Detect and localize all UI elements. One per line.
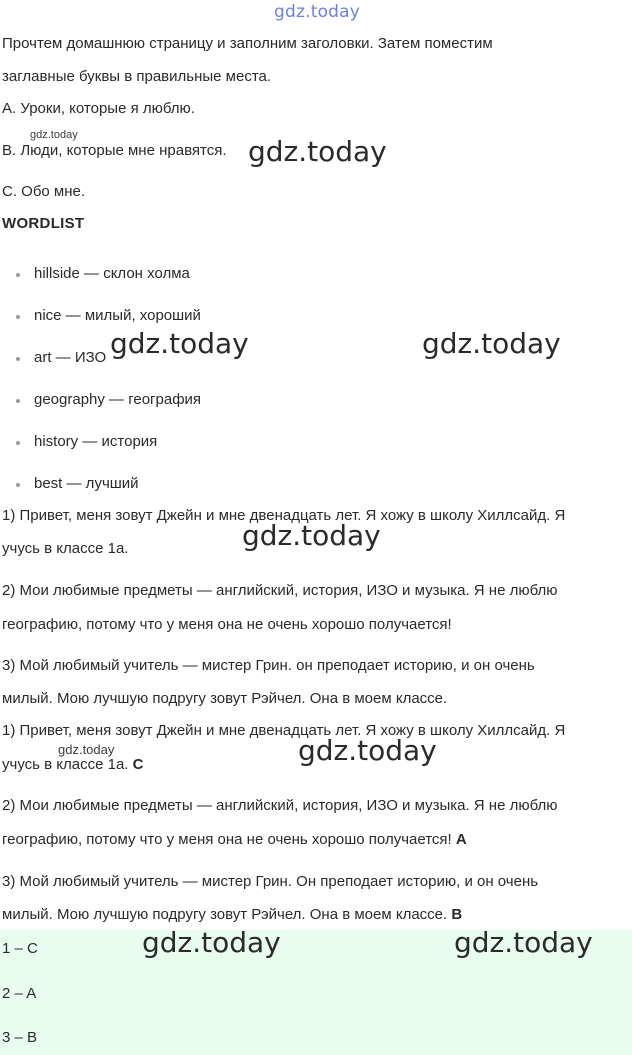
answered-paragraph-2-text: географию, потому что у меня она не очень хорошо получается! [2,831,452,848]
answer-1: 1 – C [2,940,38,957]
bullet-icon [16,441,20,445]
watermark-big-7: gdz.today [454,926,593,959]
answer-3: 3 – B [2,1029,38,1046]
answered-paragraph-2-line-1: 2) Мои любимые предметы — английский, история, ИЗО и музыка. Я не люблю [2,797,558,814]
wordlist-item: best — лучший [34,475,139,492]
watermark-big-6: gdz.today [142,926,281,959]
watermark-big-4: gdz.today [242,519,381,552]
bullet-icon [16,483,20,487]
bullet-icon [16,273,20,277]
answered-paragraph-3-line-2 [2,906,462,923]
paragraph-1-line-2: учусь в классе 1а. [2,540,129,557]
wordlist-item: nice — милый, хороший [34,307,201,324]
answered-paragraph-3-text: милый. Мою лучшую подругу зовут Рэйчел. Она в моем классе. [2,906,448,923]
heading-a: A. Уроки, которые я люблю. [2,100,195,117]
paragraph-1-line-1: 1) Привет, меня зовут Джейн и мне двенадцать лет. Я хожу в школу Хиллсайд. Я [2,507,566,524]
answered-paragraph-2-line-2 [2,831,467,848]
wordlist-title: WORDLIST [2,215,85,232]
wordlist-item: geography — география [34,391,202,408]
wordlist-item: art — ИЗО [34,349,107,366]
instruction-line-1: Прочтем домашнюю страницу и заполним заголовки. Затем поместим [2,35,493,52]
bullet-icon [16,399,20,403]
paragraph-3-line-2: милый. Мою лучшую подругу зовут Рэйчел. Она в моем классе. [2,690,448,707]
paragraph-3-line-1: 3) Мой любимый учитель — мистер Грин. он преподает историю, и он очень [2,657,535,674]
answer-letter-1: C [132,756,144,773]
wordlist-item: hillside — склон холма [34,265,190,282]
answered-paragraph-1-text: учусь в классе 1а. [2,756,129,773]
watermark-big-3: gdz.today [422,327,561,360]
wordlist-item: history — история [34,433,158,450]
watermark-small-1: gdz.today [30,129,78,141]
paragraph-2-line-1: 2) Мои любимые предметы — английский, история, ИЗО и музыка. Я не люблю [2,582,558,599]
answered-paragraph-3-line-1: 3) Мой любимый учитель — мистер Грин. Он преподает историю, и он очень [2,873,539,890]
answer-2: 2 – A [2,985,37,1002]
paragraph-2-line-2: географию, потому что у меня она не очень хорошо получается! [2,616,452,633]
heading-b: B. Люди, которые мне нравятся. [2,142,227,159]
bullet-icon [16,315,20,319]
watermark-small-2: gdz.today [58,742,115,757]
heading-c: C. Обо мне. [2,183,86,200]
watermark-top: gdz.today [274,2,361,22]
answered-paragraph-1-line-1: 1) Привет, меня зовут Джейн и мне двенадцать лет. Я хожу в школу Хиллсайд. Я [2,722,566,739]
watermark-big-5: gdz.today [298,734,437,767]
answer-letter-2: A [455,831,467,848]
watermark-big-2: gdz.today [110,327,249,360]
instruction-line-2: заглавные буквы в правильные места. [2,68,272,85]
watermark-big-1: gdz.today [248,135,387,168]
bullet-icon [16,357,20,361]
answered-paragraph-1-line-2 [2,756,143,773]
answer-letter-3: B [451,906,463,923]
